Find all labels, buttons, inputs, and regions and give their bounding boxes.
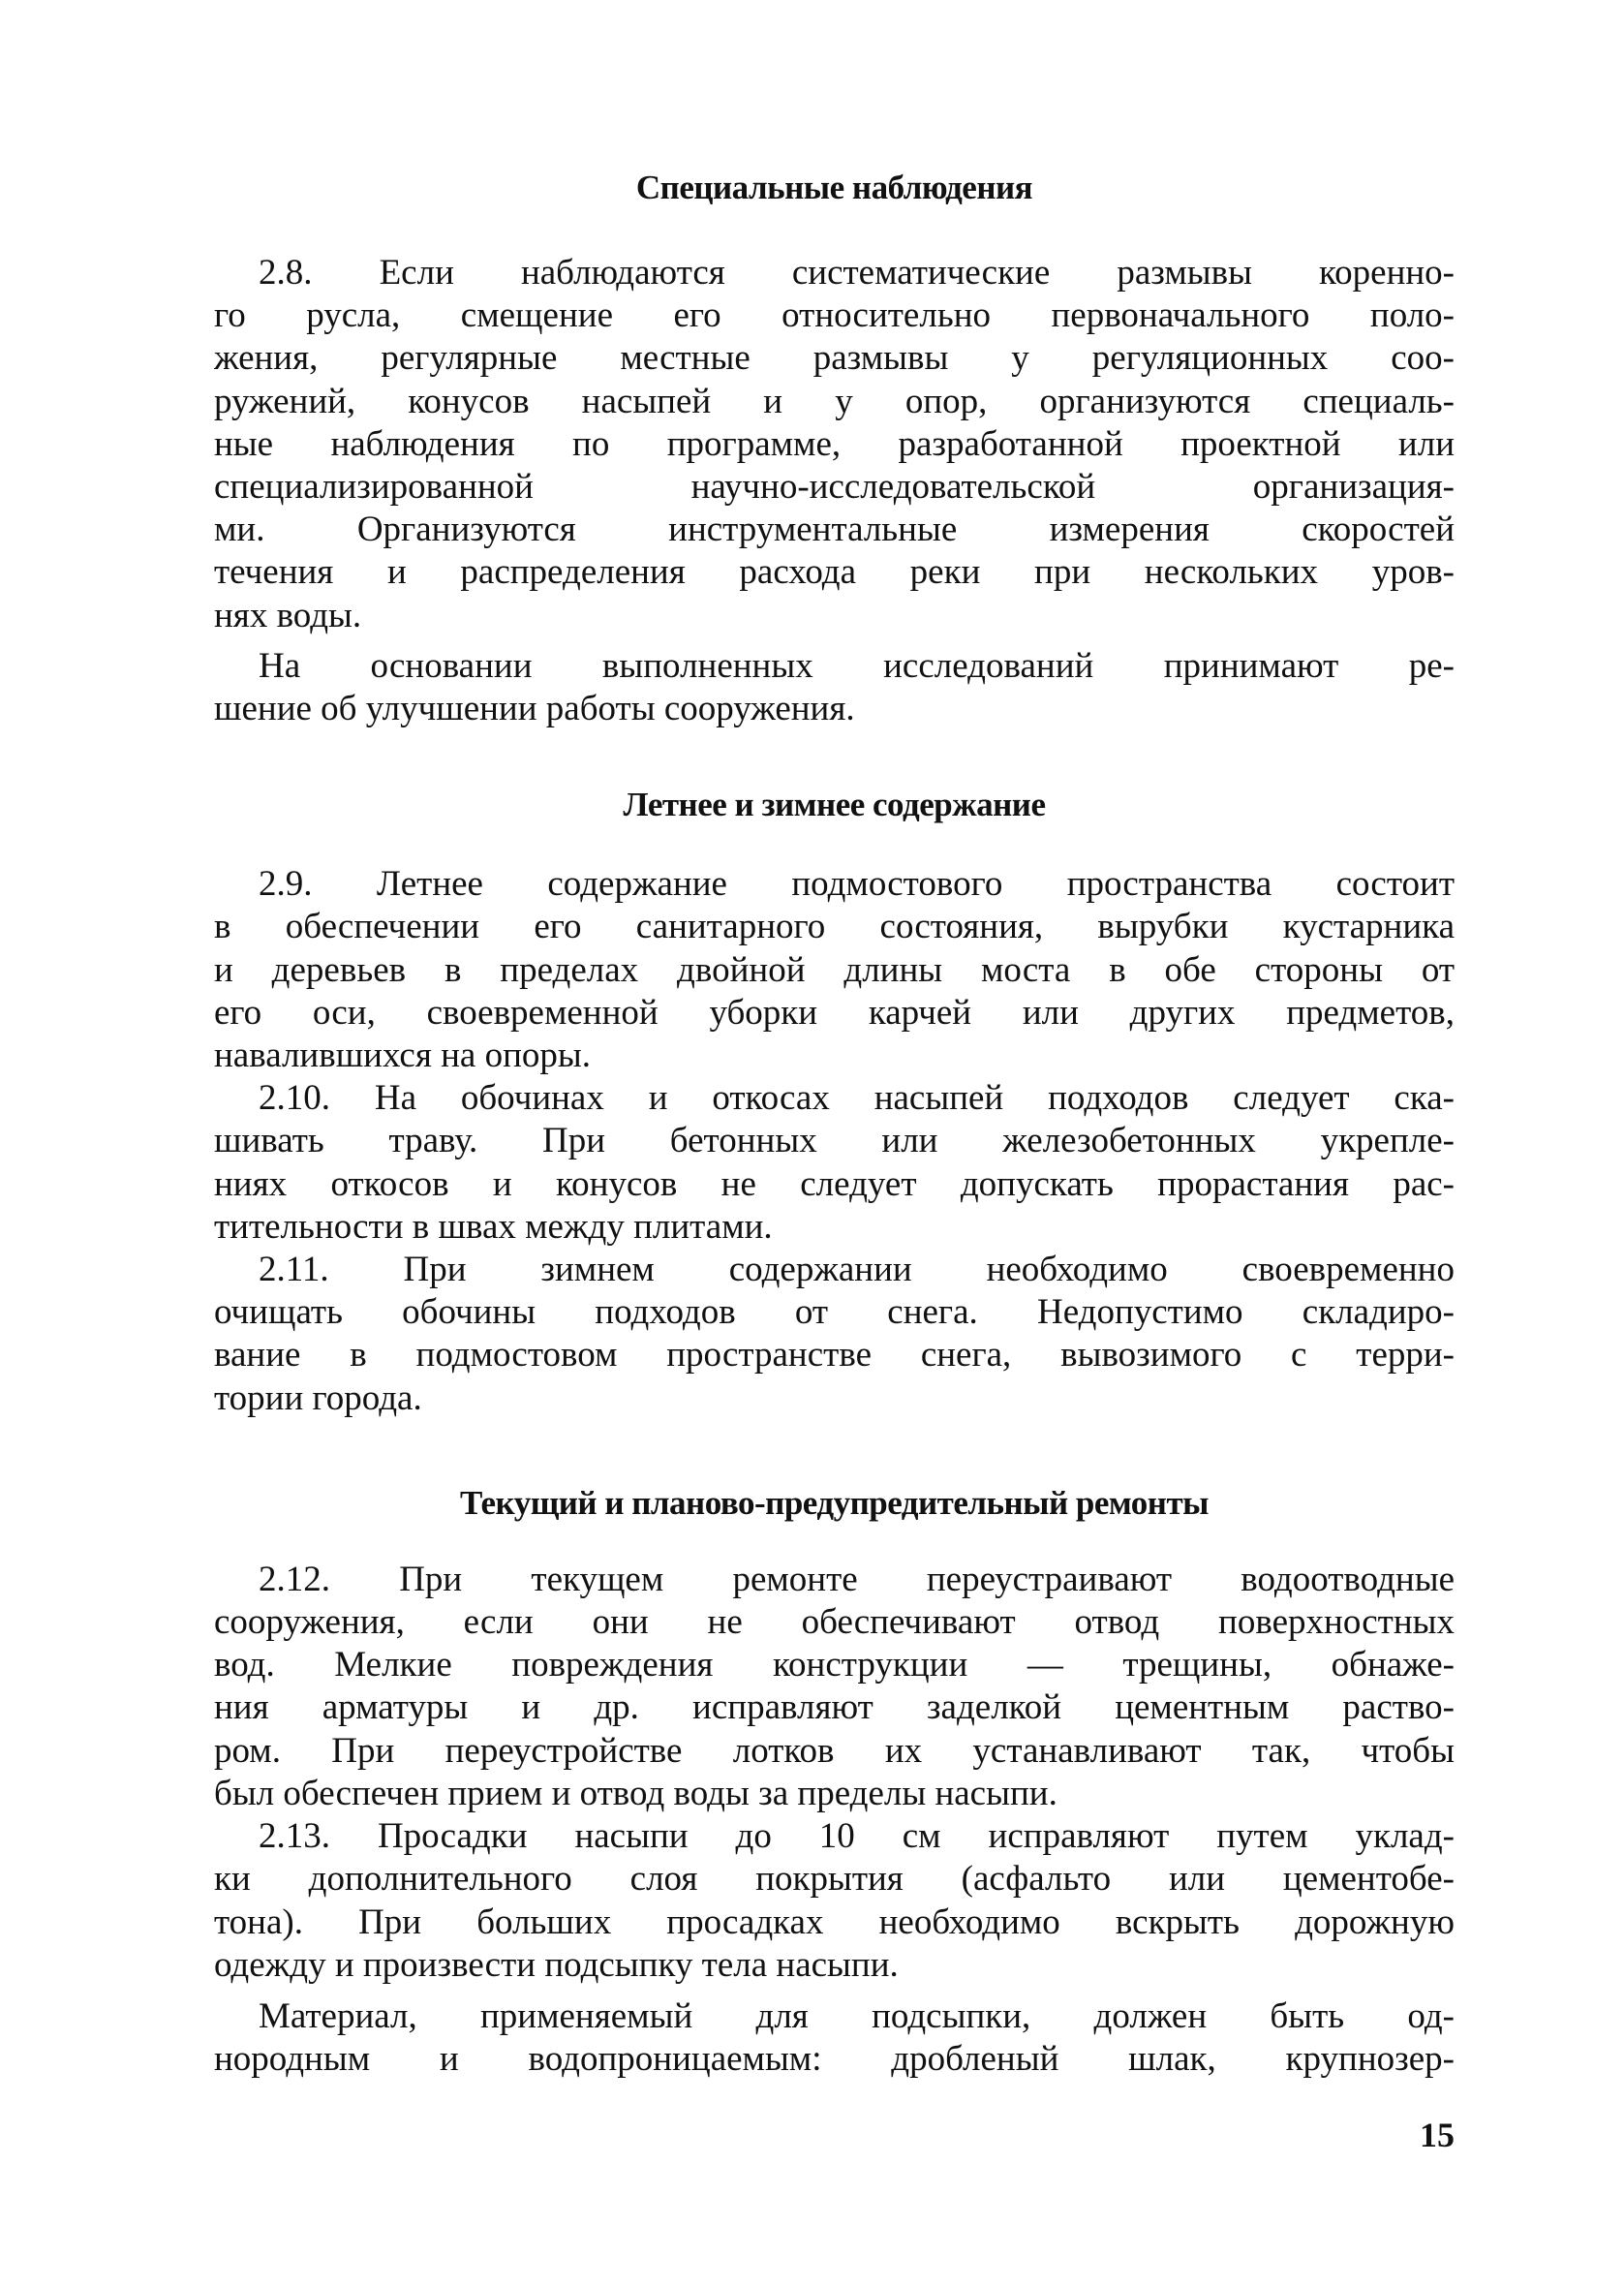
text-line: очищать обочины подходов от снега. Недопустимо складиро- — [214, 1292, 1455, 1333]
section-heading: Специальные наблюдения — [635, 169, 1033, 206]
paragraph — [214, 1995, 1455, 2081]
text-line: одежду и произвести подсыпку тела насыпи. — [214, 1944, 899, 1985]
text-line: тона). При больших просадках необходимо вскрыть дорожную — [214, 1902, 1455, 1942]
text-line: вод. Мелкие повреждения конструкции — трещины, обнаже- — [214, 1645, 1455, 1685]
text-line: ром. При переустройстве лотков их устанавливают так, чтобы — [214, 1730, 1455, 1771]
text-line: ные наблюдения по программе, разработанной проектной или — [214, 423, 1455, 464]
text-line: ния арматуры и др. исправляют заделкой цементным раство- — [214, 1687, 1455, 1728]
text-line: в обеспечении его санитарного состояния, вырубки кустарника — [214, 907, 1455, 947]
text-line: нородным и водопроницаемым: дробленый шлак, крупнозер- — [214, 2039, 1455, 2080]
text-line: шивать траву. При бетонных или железобетонных укрепле- — [214, 1121, 1455, 1161]
paragraph — [214, 1559, 1455, 1815]
text-line: ниях откосов и конусов не следует допускать прорастания рас- — [214, 1163, 1455, 1204]
section-heading: Летнее и зимнее содержание — [623, 786, 1046, 824]
text-line: го русла, смещение его относительно первоначального поло- — [214, 295, 1455, 336]
text-line: и деревьев в пределах двойной длины моста в обе стороны от — [214, 949, 1455, 990]
text-line: специализированной научно-исследовательской организация- — [214, 467, 1455, 508]
paragraph — [214, 863, 1455, 1077]
text-line: вание в подмостовом пространстве снега, вывозимого с терри- — [214, 1335, 1455, 1376]
text-line: был обеспечен прием и отвод воды за пределы насыпи. — [214, 1773, 1057, 1813]
text-line: Материал, применяемый для подсыпки, должен быть од- — [259, 1995, 1455, 2036]
paragraph — [214, 1249, 1455, 1420]
text-line: ки дополнительного слоя покрытия (асфальто или цементобе- — [214, 1859, 1455, 1900]
text-line: 2.8. Если наблюдаются систематические размывы коренно- — [259, 253, 1455, 293]
text-line: тительности в швах между плитами. — [214, 1206, 773, 1247]
text-line: шение об улучшении работы сооружения. — [214, 689, 855, 729]
text-line: его оси, своевременной уборки карчей или других предметов, — [214, 992, 1455, 1033]
page-sheet — [214, 0, 1455, 2156]
text-line: На основании выполненных исследований принимают ре- — [259, 645, 1455, 686]
text-line: навалившихся на опоры. — [214, 1036, 591, 1076]
text-line: 2.13. Просадки насыпи до 10 см исправляют путем уклад- — [259, 1816, 1455, 1857]
text-line: ружений, конусов насыпей и у опор, организуются специаль- — [214, 381, 1455, 421]
text-line: течения и распределения расхода реки при нескольких уров- — [214, 552, 1455, 593]
section-heading: Текущий и планово-предупредительный ремонты — [459, 1483, 1209, 1522]
text-line: нях воды. — [214, 595, 362, 635]
text-line: 2.11. При зимнем содержании необходимо своевременно — [259, 1250, 1455, 1290]
paragraph — [214, 645, 1455, 730]
paragraph — [214, 252, 1455, 637]
text-line: сооружения, если они не обеспечивают отвод поверхностных — [214, 1602, 1455, 1643]
text-line: 2.12. При текущем ремонте переустраивают водоотводные — [259, 1559, 1455, 1599]
page-number: 15 — [1420, 2116, 1455, 2155]
paragraph — [214, 1815, 1455, 1987]
document-page — [214, 167, 1455, 2081]
text-line: жения, регулярные местные размывы у регуляционных соо- — [214, 338, 1455, 379]
text-line: 2.10. На обочинах и откосах насыпей подходов следует ска- — [259, 1078, 1455, 1119]
text-line: ми. Организуются инструментальные измерения скоростей — [214, 510, 1455, 550]
text-line: 2.9. Летнее содержание подмостового пространства состоит — [259, 864, 1455, 905]
text-line: тории города. — [214, 1377, 422, 1418]
paragraph — [214, 1077, 1455, 1249]
